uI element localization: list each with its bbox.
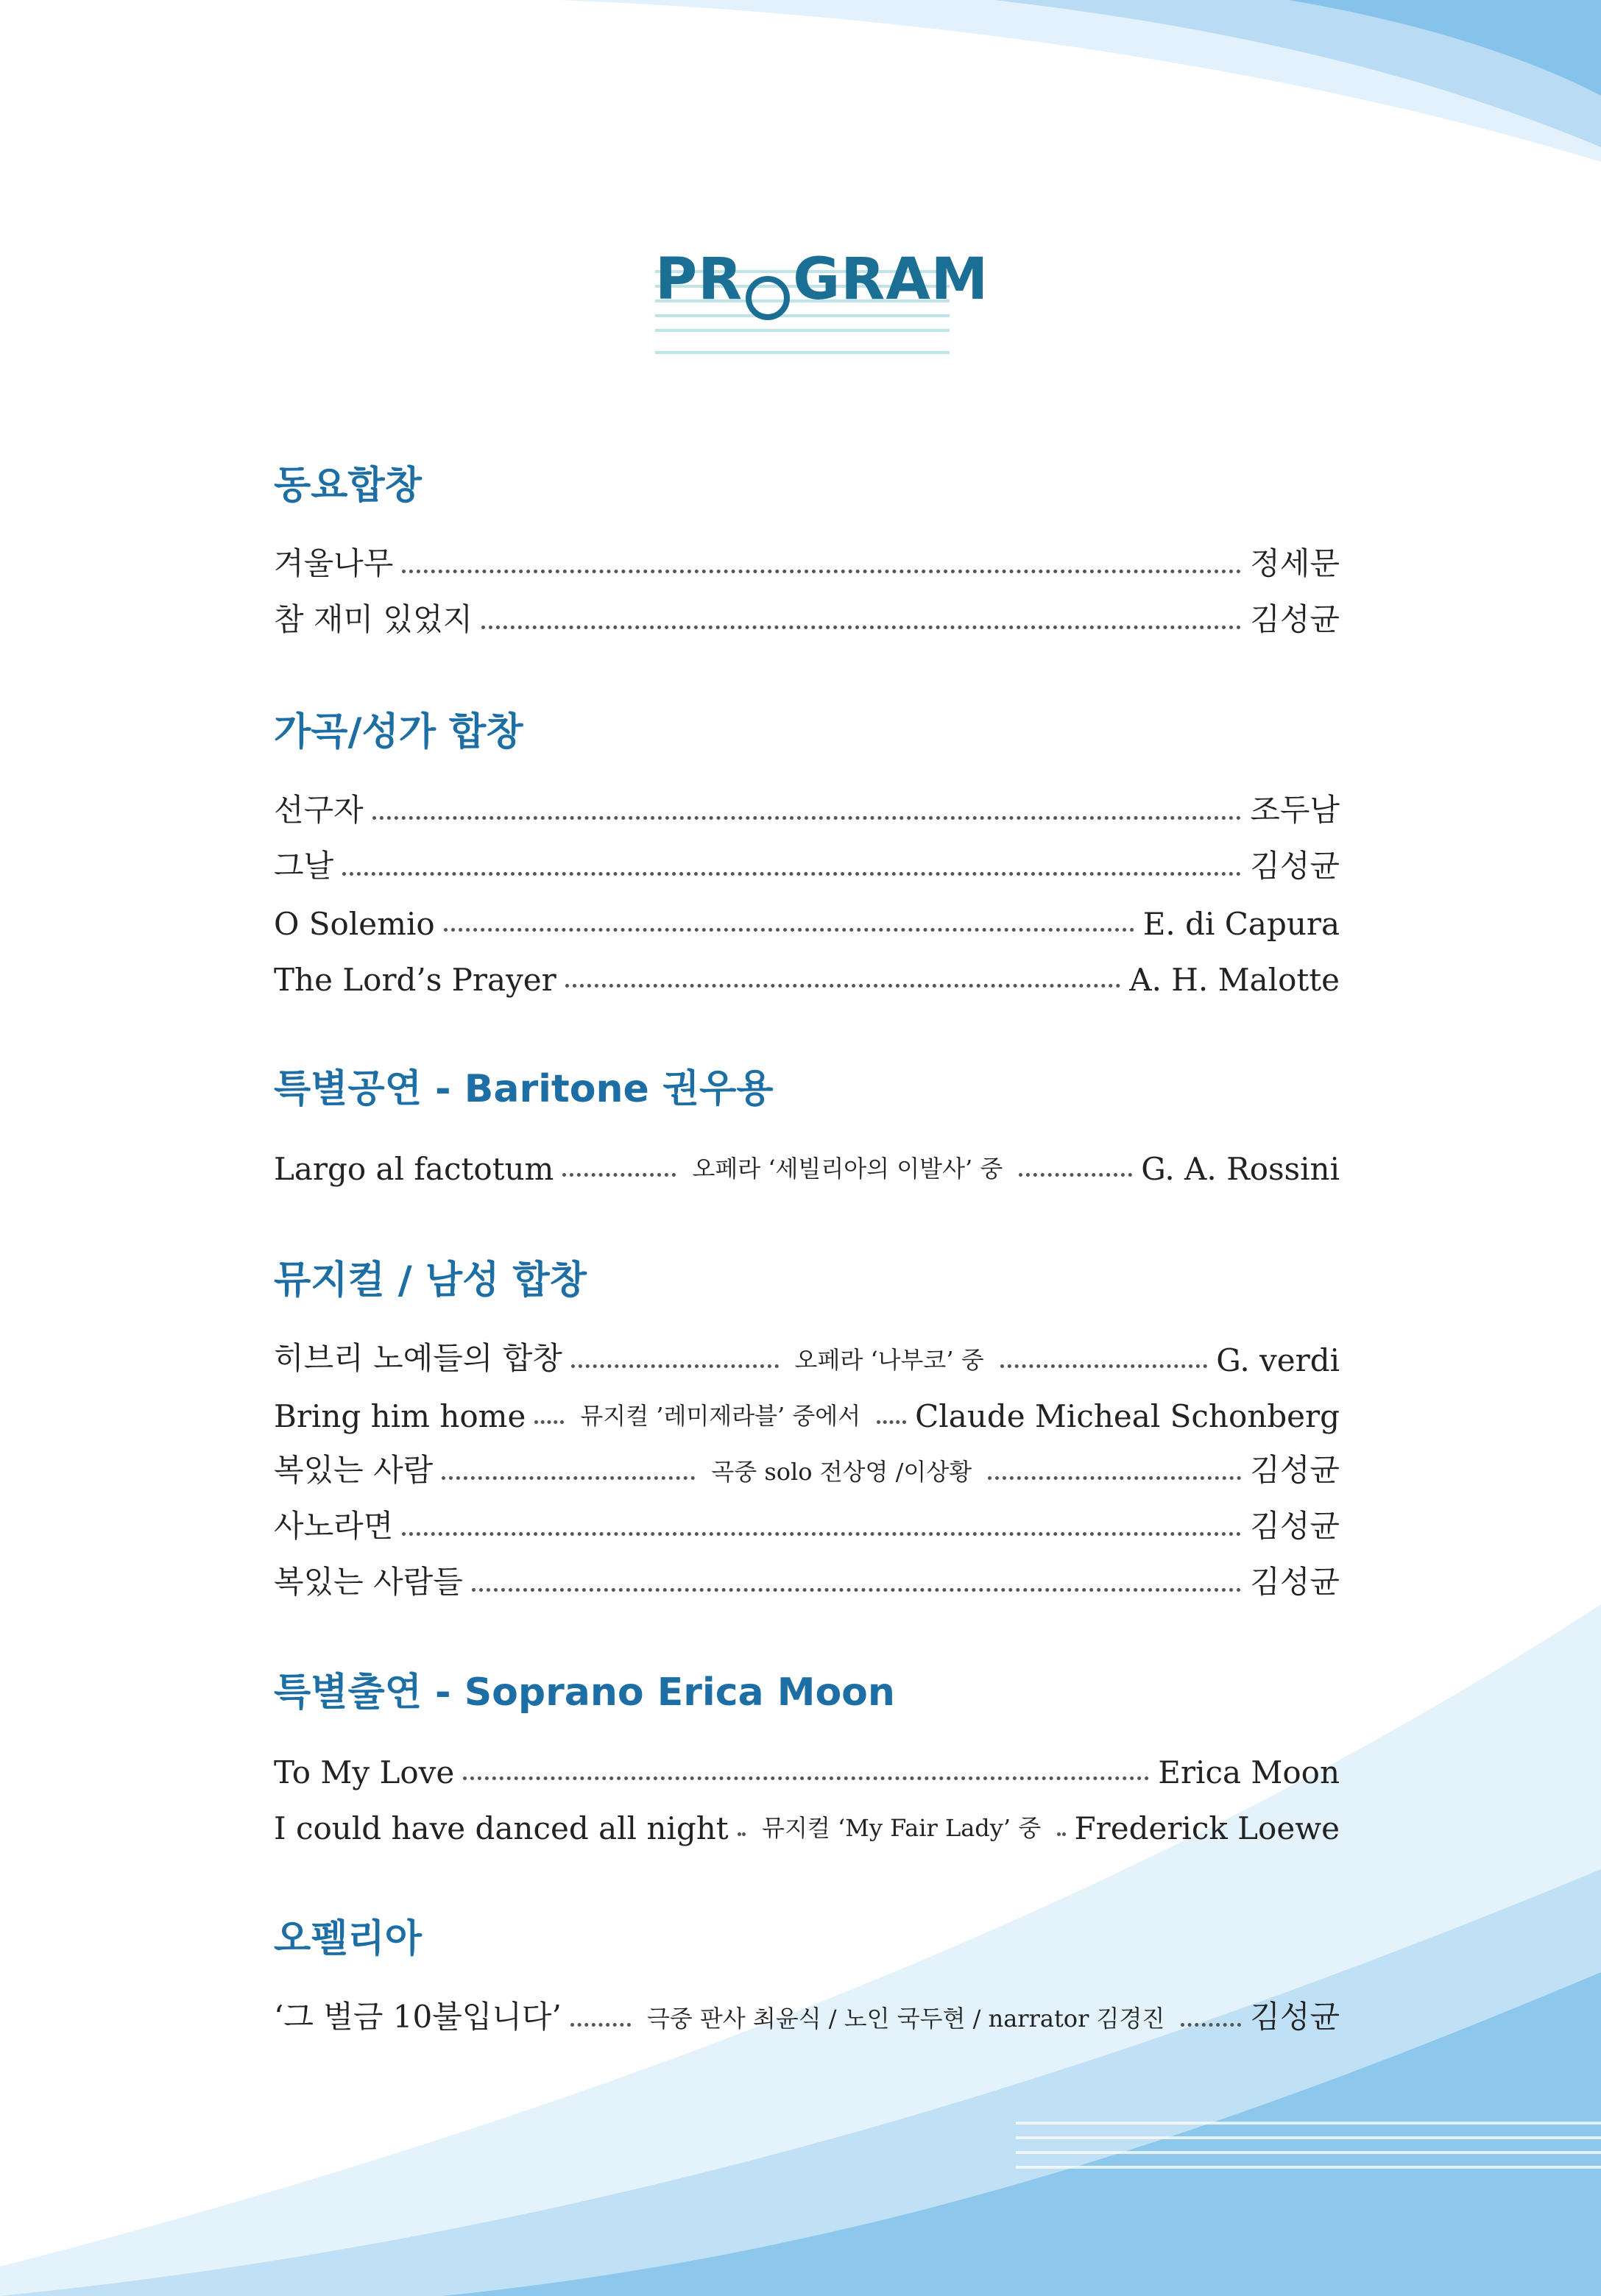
dot-leader xyxy=(571,1364,779,1368)
dot-leader xyxy=(442,1476,695,1480)
dot-leader xyxy=(481,626,1241,629)
dot-leader xyxy=(565,984,1121,988)
piece-title: 복있는 사람들 xyxy=(274,1564,463,1600)
piece-title: To My Love xyxy=(274,1754,455,1790)
program-row xyxy=(274,584,1340,639)
piece-note: 오페라 ‘세빌리아의 이발사’ 중 xyxy=(692,1155,1003,1183)
piece-title: ‘그 벌금 10불입니다’ xyxy=(274,1999,562,2035)
section-children-choir xyxy=(274,460,1340,639)
piece-note: 뮤지컬 ’레미제라블’ 중에서 xyxy=(580,1402,861,1430)
program-row xyxy=(274,1490,1340,1546)
dot-leader xyxy=(402,1532,1241,1536)
title-o-circle xyxy=(746,276,790,320)
composer: 김성균 xyxy=(1250,1452,1340,1488)
piece-title: The Lord’s Prayer xyxy=(274,962,556,998)
dot-leader xyxy=(463,1776,1149,1780)
dot-leader xyxy=(1000,1364,1208,1368)
program-row xyxy=(274,830,1340,886)
program-row xyxy=(274,528,1340,584)
dot-leader xyxy=(402,570,1241,573)
program-title xyxy=(655,247,989,364)
composer: Erica Moon xyxy=(1158,1754,1340,1790)
program-row xyxy=(274,886,1340,942)
composer: 김성균 xyxy=(1250,1999,1340,2035)
section-heading: 뮤지컬 / 남성 합창 xyxy=(274,1258,587,1303)
composer: Frederick Loewe xyxy=(1074,1810,1340,1846)
dot-leader xyxy=(534,1420,564,1424)
dot-leader xyxy=(372,816,1242,820)
composer: G. A. Rossini xyxy=(1141,1151,1340,1187)
piece-title: 겨울나무 xyxy=(274,545,394,581)
title-part-1: PR xyxy=(655,247,743,313)
dot-leader xyxy=(562,1173,676,1177)
dot-leader xyxy=(1181,2023,1241,2027)
composer: 김성균 xyxy=(1250,601,1340,637)
piece-title: 선구자 xyxy=(274,792,364,828)
piece-note: 오페라 ‘나부코’ 중 xyxy=(794,1346,984,1374)
piece-title: 복있는 사람 xyxy=(274,1452,434,1488)
program-row xyxy=(274,1735,1340,1790)
piece-note: 극중 판사 최윤식 / 노인 국두현 / narrator 김경진 xyxy=(646,2005,1165,2033)
dot-leader xyxy=(444,928,1134,932)
piece-note: 뮤지컬 ‘My Fair Lady’ 중 xyxy=(762,1814,1042,1842)
piece-title: Bring him home xyxy=(274,1398,526,1434)
program-row xyxy=(274,942,1340,998)
title-part-2: GRAM xyxy=(793,247,989,313)
composer: 김성균 xyxy=(1250,1564,1340,1600)
section-heading: 오펠리아 xyxy=(274,1917,422,1961)
program-row xyxy=(274,1546,1340,1602)
section-heading: 동요합창 xyxy=(274,464,422,508)
section-ophelia xyxy=(274,1913,1340,2037)
composer: G. verdi xyxy=(1216,1342,1340,1378)
section-heading: 특별공연 - Baritone 권우용 xyxy=(274,1067,774,1111)
composer: 김성균 xyxy=(1250,1508,1340,1544)
piece-title: I could have danced all night xyxy=(274,1810,729,1846)
section-special-soprano xyxy=(274,1667,1340,1846)
piece-title: 그날 xyxy=(274,848,334,884)
program-row xyxy=(274,1322,1340,1378)
composer: 조두남 xyxy=(1250,792,1340,828)
program-row xyxy=(274,1790,1340,1846)
program-row xyxy=(274,1434,1340,1490)
piece-title: Largo al factotum xyxy=(274,1151,554,1187)
dot-leader xyxy=(877,1420,906,1424)
section-heading: 특별출연 - Soprano Erica Moon xyxy=(274,1670,895,1715)
dot-leader xyxy=(988,1476,1241,1480)
dot-leader xyxy=(1057,1832,1065,1836)
section-heading: 가곡/성가 합창 xyxy=(274,710,523,754)
composer: 김성균 xyxy=(1250,848,1340,884)
composer: E. di Capura xyxy=(1142,906,1340,942)
dot-leader xyxy=(1019,1173,1132,1177)
dot-leader xyxy=(342,872,1241,876)
program-row xyxy=(274,774,1340,830)
piece-title: 참 재미 있었지 xyxy=(274,601,473,637)
program-row xyxy=(274,1981,1340,2037)
program-row xyxy=(274,1131,1340,1187)
piece-title: 히브리 노예들의 합창 xyxy=(274,1340,562,1376)
dot-leader xyxy=(738,1832,746,1836)
piece-note: 곡중 solo 전상영 /이상황 xyxy=(711,1458,972,1486)
composer: A. H. Malotte xyxy=(1129,962,1340,998)
program-row xyxy=(274,1378,1340,1434)
section-special-baritone xyxy=(274,1063,1340,1187)
piece-title: O Solemio xyxy=(274,906,435,942)
piece-title: 사노라면 xyxy=(274,1508,394,1544)
dot-leader xyxy=(472,1588,1241,1592)
section-musical-male-choir xyxy=(274,1255,1340,1602)
section-lieder-hymn-choir xyxy=(274,706,1340,998)
composer: 정세문 xyxy=(1250,545,1340,581)
dot-leader xyxy=(570,2023,631,2027)
composer: Claude Micheal Schonberg xyxy=(915,1398,1340,1434)
